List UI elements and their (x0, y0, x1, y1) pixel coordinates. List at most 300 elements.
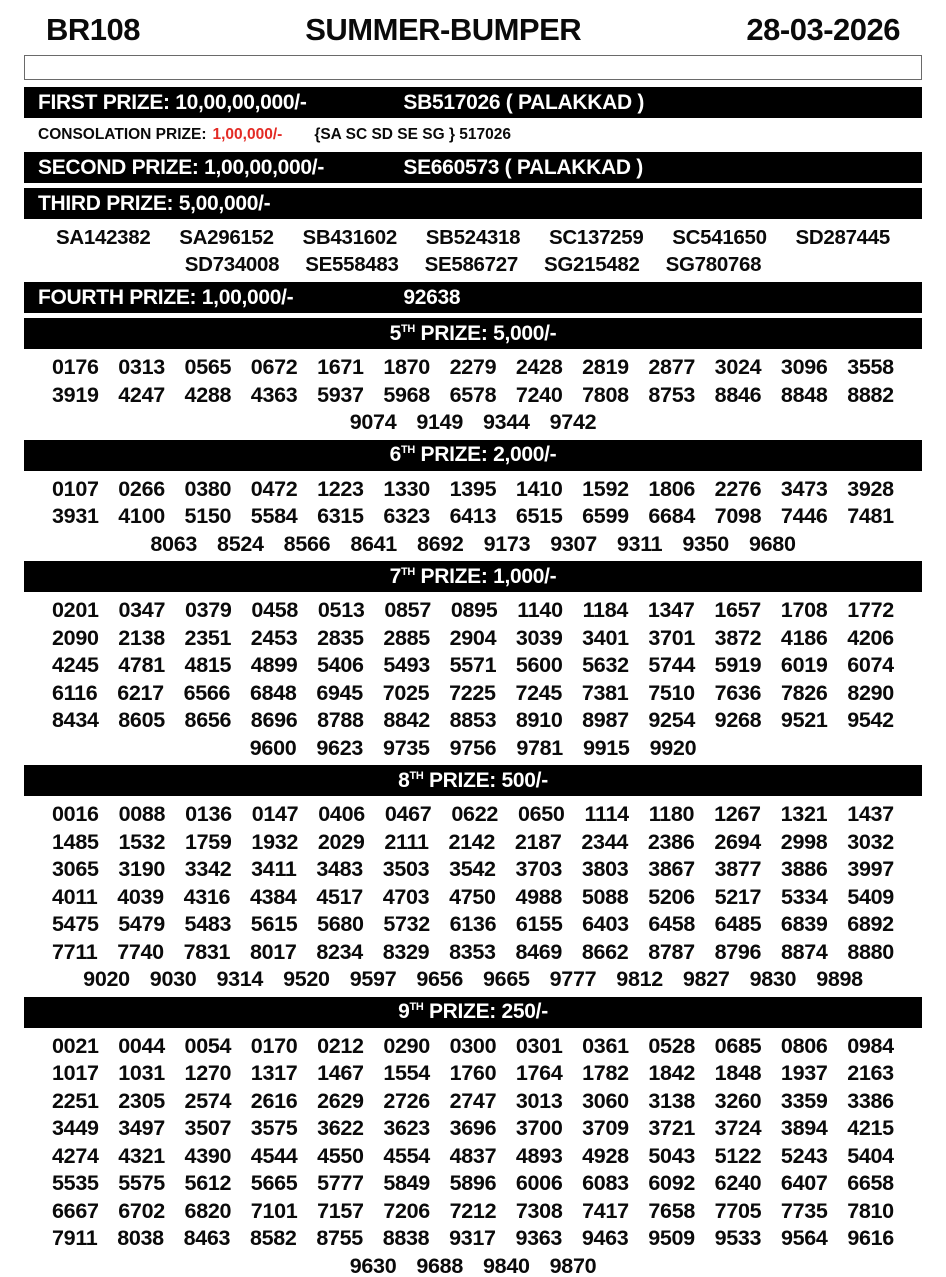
prize-number: 0380 (184, 476, 232, 501)
prize-number: 3342 (184, 857, 232, 882)
prize-number: 6217 (117, 680, 164, 705)
consolation-label: CONSOLATION PRIZE: (38, 125, 207, 143)
prize-number: 7098 (714, 504, 762, 529)
prize-number: 6839 (780, 912, 828, 937)
prize-number: 2090 (52, 625, 99, 650)
prize-header-label: 9TH PRIZE: 250/- (398, 1000, 548, 1023)
prize-number: 0528 (648, 1033, 696, 1058)
prize-number: 0290 (383, 1033, 430, 1058)
prize-number: 3709 (582, 1116, 629, 1141)
prize-number: 0565 (184, 355, 232, 380)
prize-numbers-8th (0, 801, 946, 994)
prize-number: 0201 (52, 598, 99, 623)
prize-number: 9920 (649, 735, 697, 760)
prize-number: 6566 (183, 680, 231, 705)
prize-number: 3190 (118, 857, 166, 882)
prize-number: 3065 (52, 857, 99, 882)
prize-number: 9600 (249, 735, 297, 760)
prize-number: 9074 (349, 410, 397, 435)
prize-number: 9564 (780, 1226, 828, 1251)
prize-number: 5206 (648, 884, 695, 909)
prize-number: 4550 (317, 1143, 364, 1168)
prize-number: 1114 (584, 802, 629, 827)
prize-number: 8353 (449, 939, 496, 964)
prize-number: 9777 (549, 967, 597, 992)
prize-number: 9915 (582, 735, 630, 760)
prize-number: 3867 (648, 857, 695, 882)
third-prize-numbers (0, 224, 946, 279)
prize-number: 4100 (118, 504, 165, 529)
prize-number: 6116 (52, 680, 98, 705)
prize-number: 7381 (581, 680, 629, 705)
prize-number: 7810 (847, 1198, 894, 1223)
prize-number: 8874 (780, 939, 828, 964)
prize-number: 6083 (582, 1171, 629, 1196)
prize-number: 0857 (384, 598, 431, 623)
second-prize-bar (24, 152, 922, 183)
prize-header-5th (24, 318, 922, 349)
prize-number: 2726 (383, 1088, 430, 1113)
prize-number: 7417 (582, 1198, 629, 1223)
prize-number: 0347 (118, 598, 166, 623)
prize-number: 3260 (714, 1088, 762, 1113)
prize-number: 9307 (550, 531, 597, 556)
prize-number: 1140 (517, 598, 563, 623)
draw-code: BR108 (46, 12, 140, 47)
prize-number: 4899 (250, 653, 298, 678)
prize-number: 3703 (515, 857, 563, 882)
prize-number: 0021 (52, 1033, 99, 1058)
prize-number: 1467 (317, 1061, 364, 1086)
prize-number: 5584 (250, 504, 298, 529)
prize-number: 7025 (382, 680, 430, 705)
prize-number: 1223 (317, 476, 364, 501)
prize-number: 1842 (648, 1061, 696, 1086)
prize-number: 4186 (780, 625, 828, 650)
fourth-prize-label: FOURTH PRIZE: 1,00,000/- (38, 285, 294, 309)
prize-number: 8910 (515, 708, 563, 733)
prize-number: 3872 (714, 625, 762, 650)
prize-number: 9656 (416, 967, 463, 992)
number-row (24, 652, 922, 680)
prize-number: 3411 (251, 857, 297, 882)
prize-number: 5600 (515, 653, 563, 678)
prize-number: 4363 (250, 382, 298, 407)
prize-number: 5732 (383, 912, 430, 937)
prize-number: 3473 (780, 476, 828, 501)
prize-number: 9344 (483, 410, 530, 435)
prize-number: 8234 (316, 939, 363, 964)
prize-number: 4815 (184, 653, 232, 678)
prize-number: 8853 (449, 708, 497, 733)
prize-number: 7157 (317, 1198, 364, 1223)
prize-number: 0685 (714, 1033, 762, 1058)
prize-number: 3449 (52, 1116, 99, 1141)
prize-number: 3401 (582, 625, 629, 650)
prize-number: 6315 (317, 504, 364, 529)
prize-number: 7636 (714, 680, 762, 705)
prize-number: 7826 (780, 680, 828, 705)
prize-number: 4321 (118, 1143, 165, 1168)
prize-number: 2187 (514, 829, 562, 854)
prize-number: 3701 (648, 625, 696, 650)
prize-number: 1759 (184, 829, 232, 854)
prize-number: 6155 (515, 912, 563, 937)
prize-number: 9688 (416, 1253, 463, 1277)
prize-number: 5409 (847, 884, 894, 909)
number-row (24, 856, 922, 884)
prize-number: 7658 (648, 1198, 696, 1223)
prize-number: 1395 (449, 476, 497, 501)
prize-number: 3721 (648, 1116, 696, 1141)
prize-number: 2904 (449, 625, 497, 650)
prize-number: 0088 (118, 802, 166, 827)
prize-number: 8434 (52, 708, 99, 733)
prize-number: 4517 (316, 884, 363, 909)
prize-number: 0170 (250, 1033, 298, 1058)
prize-number: 4781 (118, 653, 165, 678)
prize-number: 4988 (515, 884, 563, 909)
prize-number: 1554 (383, 1061, 430, 1086)
fourth-prize-winner: 92638 (403, 285, 461, 309)
prize-number: 3700 (515, 1116, 563, 1141)
prize-number: 1657 (714, 598, 761, 623)
prize-number: 3894 (780, 1116, 828, 1141)
prize-number: 2835 (317, 625, 364, 650)
prize-number: 9680 (748, 531, 796, 556)
prize-number: 9521 (780, 708, 828, 733)
prize-number: 9350 (682, 531, 729, 556)
prize-number: 2694 (714, 829, 761, 854)
draw-date: 28-03-2026 (746, 12, 900, 47)
prize-number: 2877 (648, 355, 696, 380)
prize-number: 3724 (714, 1116, 762, 1141)
header (0, 0, 946, 52)
prize-number: 3386 (847, 1088, 894, 1113)
prize-number: 5849 (383, 1171, 430, 1196)
prize-number: 9781 (516, 735, 563, 760)
prize-number: 2279 (449, 355, 497, 380)
prize-number: 7212 (449, 1198, 497, 1223)
prize-number: 7446 (780, 504, 828, 529)
prize-number: 5122 (714, 1143, 762, 1168)
prize-number: 6848 (249, 680, 297, 705)
prize-number: 0107 (52, 476, 99, 501)
prize-number: 0672 (250, 355, 298, 380)
prize-number: 9463 (581, 1226, 629, 1251)
empty-strip (24, 55, 922, 80)
prize-number: 0361 (582, 1033, 629, 1058)
first-prize-label: FIRST PRIZE: 10,00,00,000/- (38, 90, 307, 114)
prize-number: 2111 (384, 829, 429, 854)
prize-number: SD734008 (184, 253, 280, 277)
prize-number: SG780768 (665, 253, 762, 277)
page-title: SUMMER-BUMPER (305, 12, 582, 47)
prize-number: 0472 (250, 476, 298, 501)
prize-number: 0300 (449, 1033, 497, 1058)
prize-number: 9830 (749, 967, 797, 992)
prize-number: 9630 (349, 1253, 397, 1277)
number-row (24, 224, 922, 252)
third-prize-bar (24, 188, 922, 219)
prize-number: 0895 (450, 598, 498, 623)
prize-number: 6599 (582, 504, 629, 529)
prize-number: SE558483 (305, 253, 399, 277)
prize-numbers-7th (0, 597, 946, 762)
prize-number: 4274 (52, 1143, 99, 1168)
prize-number: 5243 (780, 1143, 828, 1168)
second-prize-winner: SE660573 ( PALAKKAD ) (403, 155, 643, 179)
lower-prize-sections (0, 318, 946, 1277)
prize-number: 3096 (780, 355, 828, 380)
prize-number: 2344 (581, 829, 629, 854)
prize-number: SC541650 (672, 225, 767, 249)
number-row (24, 1060, 922, 1088)
prize-number: 3503 (382, 857, 430, 882)
prize-number: 5043 (648, 1143, 696, 1168)
prize-number: 3507 (184, 1116, 232, 1141)
prize-number: 5968 (383, 382, 430, 407)
prize-number: 7245 (515, 680, 563, 705)
prize-number: 8656 (184, 708, 232, 733)
prize-number: 0044 (118, 1033, 165, 1058)
prize-number: 2029 (317, 829, 365, 854)
prize-number: 8017 (249, 939, 297, 964)
prize-number: 5150 (184, 504, 232, 529)
prize-number: 6820 (184, 1198, 232, 1223)
prize-number: 2386 (647, 829, 695, 854)
third-prize-label: THIRD PRIZE: 5,00,000/- (38, 191, 271, 215)
prize-number: 1180 (648, 802, 695, 827)
prize-number: 8882 (847, 382, 894, 407)
number-row (24, 801, 922, 829)
prize-number: 7705 (714, 1198, 762, 1223)
prize-number: 1764 (515, 1061, 563, 1086)
prize-number: 9542 (847, 708, 894, 733)
number-row (24, 252, 922, 280)
prize-number: 3928 (847, 476, 894, 501)
prize-number: 6240 (714, 1171, 762, 1196)
number-row (24, 680, 922, 708)
prize-number: 0176 (52, 355, 99, 380)
prize-number: 6485 (714, 912, 762, 937)
prize-number: 1270 (184, 1061, 232, 1086)
prize-number: 5777 (317, 1171, 364, 1196)
prize-number: 4554 (383, 1143, 430, 1168)
prize-number: 2163 (847, 1061, 894, 1086)
prize-number: 2616 (250, 1088, 298, 1113)
prize-number: 9520 (283, 967, 330, 992)
prize-number: 2998 (780, 829, 828, 854)
prize-number: 1671 (317, 355, 364, 380)
prize-number: 0212 (317, 1033, 364, 1058)
prize-number: 4750 (449, 884, 496, 909)
prize-number: 8329 (382, 939, 430, 964)
prize-number: 1870 (383, 355, 430, 380)
number-row (24, 1225, 922, 1253)
prize-number: 8696 (250, 708, 298, 733)
prize-number: 5615 (250, 912, 298, 937)
prize-number: 3032 (847, 829, 894, 854)
consolation-amount: 1,00,000/- (212, 125, 283, 143)
number-row (24, 1115, 922, 1143)
prize-number: 8605 (118, 708, 165, 733)
number-row (24, 911, 922, 939)
prize-number: 0467 (384, 802, 432, 827)
prize-number: 5404 (847, 1143, 894, 1168)
prize-number: 5612 (184, 1171, 232, 1196)
number-row (24, 1253, 922, 1277)
prize-number: 8290 (847, 680, 894, 705)
prize-number: 4245 (52, 653, 99, 678)
prize-number: 6684 (648, 504, 696, 529)
second-prize-label: SECOND PRIZE: 1,00,00,000/- (38, 155, 325, 179)
prize-number: 4703 (382, 884, 430, 909)
prize-number: 3558 (847, 355, 894, 380)
prize-number: SA296152 (179, 225, 274, 249)
number-row (24, 409, 922, 437)
number-row (24, 707, 922, 735)
number-row (24, 531, 922, 559)
prize-number: 0458 (251, 598, 299, 623)
prize-number: 1017 (52, 1061, 99, 1086)
prize-number: 7740 (117, 939, 164, 964)
prize-number: 4247 (118, 382, 165, 407)
prize-number: 1760 (449, 1061, 497, 1086)
prize-numbers-9th (0, 1033, 946, 1277)
prize-number: 9898 (816, 967, 863, 992)
prize-number: 5088 (581, 884, 629, 909)
prize-number: 6458 (648, 912, 696, 937)
number-row (24, 1170, 922, 1198)
prize-number: 6702 (118, 1198, 165, 1223)
prize-number: 9665 (483, 967, 530, 992)
prize-number: 1772 (847, 598, 894, 623)
prize-number: 7735 (780, 1198, 828, 1223)
prize-number: 3483 (316, 857, 363, 882)
prize-number: 5571 (449, 653, 497, 678)
prize-number: 8880 (847, 939, 894, 964)
prize-number: 8582 (249, 1226, 297, 1251)
prize-number: 8848 (780, 382, 828, 407)
prize-header-6th (24, 440, 922, 471)
prize-number: 2428 (515, 355, 563, 380)
prize-number: 3013 (515, 1088, 563, 1113)
prize-number: 6578 (449, 382, 497, 407)
prize-number: 8038 (117, 1226, 164, 1251)
prize-number: 6074 (847, 653, 894, 678)
prize-number: 6667 (52, 1198, 99, 1223)
prize-number: 1532 (118, 829, 166, 854)
prize-number: 6945 (316, 680, 363, 705)
prize-numbers-6th (0, 476, 946, 559)
first-prize-winner: SB517026 ( PALAKKAD ) (403, 90, 645, 114)
prize-header-8th (24, 765, 922, 796)
prize-number: 0136 (185, 802, 232, 827)
prize-number: 4206 (847, 625, 894, 650)
prize-number: 4390 (184, 1143, 232, 1168)
prize-number: 2351 (184, 625, 232, 650)
prize-number: 0301 (515, 1033, 563, 1058)
prize-number: 6515 (515, 504, 563, 529)
prize-header-label: 5TH PRIZE: 5,000/- (389, 321, 557, 345)
prize-number: SA142382 (56, 225, 151, 249)
prize-number: 0513 (317, 598, 365, 623)
prize-number: 7808 (582, 382, 629, 407)
prize-number: 9840 (483, 1253, 530, 1277)
prize-number: 6413 (449, 504, 497, 529)
prize-number: 0147 (251, 802, 299, 827)
prize-number: 3696 (449, 1116, 497, 1141)
prize-number: 1031 (118, 1061, 165, 1086)
number-row (24, 735, 922, 763)
prize-number: 3359 (780, 1088, 828, 1113)
prize-number: 7510 (648, 680, 695, 705)
number-row (24, 382, 922, 410)
prize-number: SB431602 (302, 225, 397, 249)
prize-number: 5493 (383, 653, 430, 678)
prize-number: 1410 (515, 476, 563, 501)
prize-number: 0266 (118, 476, 165, 501)
prize-number: 1321 (780, 802, 828, 827)
prize-number: 1437 (847, 802, 894, 827)
prize-number: 1782 (582, 1061, 629, 1086)
prize-number: 9735 (383, 735, 430, 760)
prize-number: 3060 (582, 1088, 629, 1113)
prize-number: 3919 (52, 382, 99, 407)
prize-number: 2819 (582, 355, 629, 380)
prize-number: 1708 (780, 598, 828, 623)
prize-number: 9812 (616, 967, 663, 992)
prize-number: 5475 (52, 912, 99, 937)
prize-number: 9254 (648, 708, 696, 733)
prize-number: SC137259 (549, 225, 644, 249)
prize-number: 4039 (117, 884, 164, 909)
prize-number: 3622 (317, 1116, 364, 1141)
prize-number: 9317 (449, 1226, 496, 1251)
prize-number: 5632 (582, 653, 629, 678)
prize-number: 2747 (449, 1088, 497, 1113)
prize-number: 9020 (83, 967, 130, 992)
prize-number: 8842 (383, 708, 430, 733)
prize-number: 8796 (714, 939, 762, 964)
prize-number: 9870 (549, 1253, 597, 1277)
prize-number: 5896 (449, 1171, 497, 1196)
prize-number: 1347 (647, 598, 695, 623)
prize-number: 1932 (251, 829, 299, 854)
prize-header-7th (24, 561, 922, 592)
number-row (24, 1088, 922, 1116)
prize-number: 6019 (780, 653, 828, 678)
number-row (24, 966, 922, 994)
prize-number: 4215 (847, 1116, 894, 1141)
prize-number: 2142 (448, 829, 496, 854)
number-row (24, 1033, 922, 1061)
prize-number: 4011 (52, 884, 98, 909)
prize-number: 5937 (317, 382, 364, 407)
prize-number: 7481 (847, 504, 894, 529)
prize-number: 1848 (714, 1061, 762, 1086)
prize-number: 9363 (515, 1226, 563, 1251)
number-row (24, 503, 922, 531)
prize-number: 0016 (52, 802, 99, 827)
prize-number: 4288 (184, 382, 232, 407)
prize-number: 6892 (847, 912, 894, 937)
prize-number: 6403 (582, 912, 629, 937)
prize-number: 8692 (416, 531, 464, 556)
prize-number: 1184 (582, 598, 629, 623)
prize-number: SB524318 (425, 225, 521, 249)
